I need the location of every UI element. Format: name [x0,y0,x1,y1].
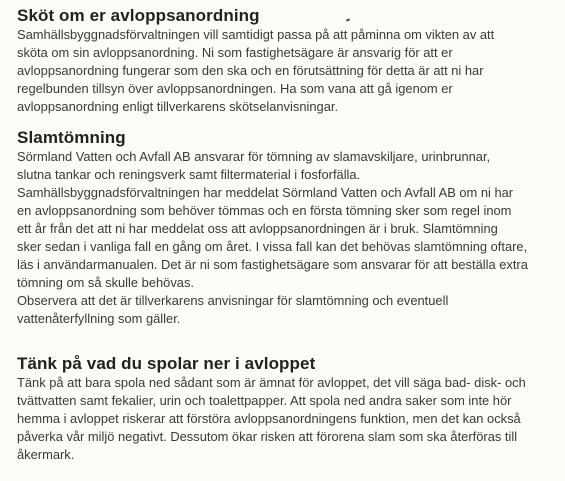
text-line: påverka vår miljö negativt. Dessutom ökar risken att förorena slam som ska återföras till [17,429,518,444]
text-line: Observera att det är tillverkarens anvisningar för slamtömning och eventuell [17,293,449,308]
section-paragraph [17,374,553,464]
text-line: Tänk på att bara spola ned sådant som är ämnat för avloppet, det vill säga bad- disk- och [17,375,526,390]
text-line: sköta om sin avloppsanordning. Ni som fastighetsägare är ansvarig för att er [17,45,453,60]
text-line: tvättvatten samt fekalier, urin och toalettpapper. Att spola ned andra saker som inte hör [17,393,512,408]
text-line: åkermark. [17,447,75,462]
text-line: vattenåterfyllning som gäller. [17,311,181,326]
section-sludge-emptying [17,128,553,328]
text-line: slutna tankar och reningsverk samt filtermaterial i fosforfälla. [17,167,361,182]
text-line: avloppsanordning fungerar som den ska och en förutsättning för detta är att ni har [17,63,484,78]
section-heading: Sköt om er avloppsanordning [17,6,260,25]
text-line: sker sedan i vanliga fall en gång om året. I vissa fall kan det behövas slamtömning oftare, [17,239,528,254]
text-line: Samhällsbyggnadsförvaltningen har meddelat Sörmland Vatten och Avfall AB om ni har [17,185,514,200]
text-line: Sörmland Vatten och Avfall AB ansvarar för tömning av slamavskiljare, urinbrunnar, [17,149,491,164]
section-paragraph [17,148,553,328]
section-heading: Slamtömning [17,128,126,147]
section-flushing [17,354,553,464]
text-line: en avloppsanordning som behöver tömmas och en första tömning sker som regel inom [17,203,512,218]
text-line: regelbunden tillsyn över avloppsanordningen. Ha som vana att gå igenom er [17,81,453,96]
section-heading: Tänk på vad du spolar ner i avloppet [17,354,316,373]
section-paragraph [17,26,553,116]
text-line: läs i användarmanualen. Det är ni som fastighetsägare som ansvarar för att beställa extra [17,257,528,272]
text-line: avloppsanordning enligt tillverkarens skötselanvisningar. [17,99,339,114]
text-line: Samhällsbyggnadsförvaltningen vill samtidigt passa på att påminna om vikten av att [17,27,495,42]
text-line: hemma i avloppet riskerar att förstöra avloppsanordningens funktion, men det kan också [17,411,521,426]
text-line: ett år från det att ni har meddelat oss att avloppsanordningen är i bruk. Slamtömning [17,221,498,236]
section-maintenance [17,6,553,116]
text-line: tömning om så skulle behövas. [17,275,194,290]
